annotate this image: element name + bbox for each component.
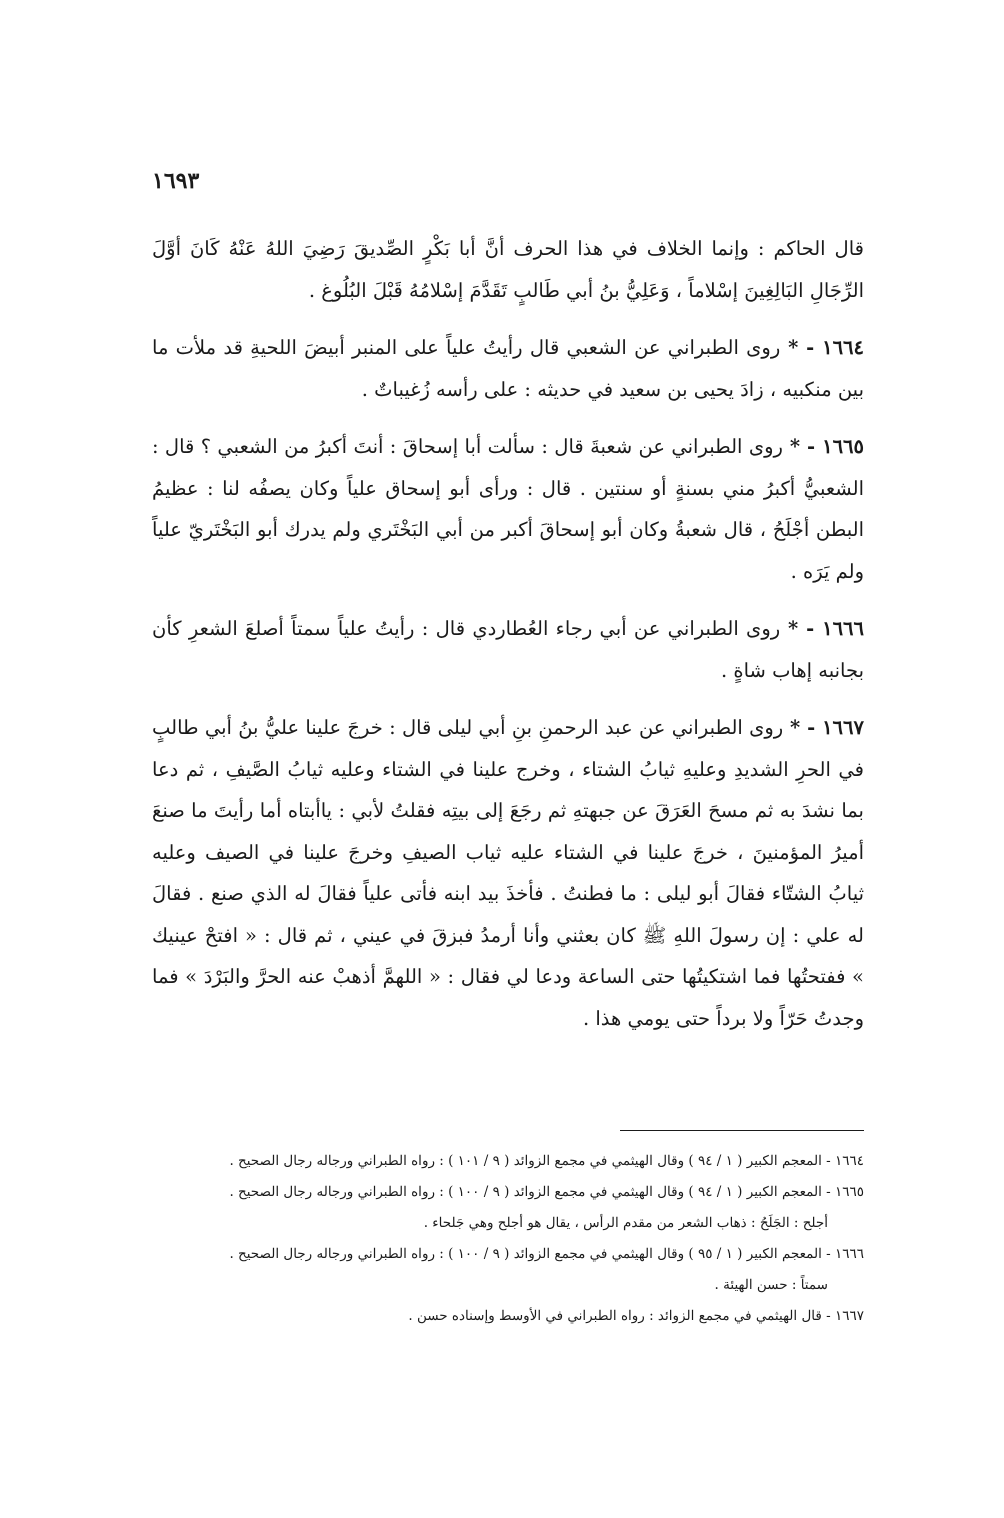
footnote-gloss-samtan: سمتاً : حسن الهيئة . xyxy=(714,1277,828,1293)
hadith-1664 xyxy=(152,327,864,410)
footnote-divider xyxy=(620,1130,864,1131)
footnote-1666: ١٦٦٦ - المعجم الكبير ( ١ / ٩٥ ) وقال الهيثمي في مجمع الزوائد ( ٩ / ١٠٠ ) : رواه الطبراني ورجاله رجال الصحيح . xyxy=(229,1246,864,1262)
page-number: ١٦٩٣ xyxy=(152,168,200,194)
footnote-1667: ١٦٦٧ - قال الهيثمي في مجمع الزوائد : رواه الطبراني في الأوسط وإسناده حسن . xyxy=(408,1308,864,1324)
footnote-1665: ١٦٦٥ - المعجم الكبير ( ١ / ٩٤ ) وقال الهيثمي في مجمع الزوائد ( ٩ / ١٠٠ ) : رواه الطبراني ورجاله رجال الصحيح . xyxy=(229,1184,864,1200)
hadith-number: ١٦٦٦ - * xyxy=(780,617,864,640)
hadith-number: ١٦٦٧ - * xyxy=(783,716,864,739)
hadith-1666 xyxy=(152,608,864,691)
footnotes xyxy=(152,1146,864,1332)
hadith-number: ١٦٦٤ - * xyxy=(780,336,864,359)
hadith-number: ١٦٦٥ - * xyxy=(782,435,864,458)
hadith-1667 xyxy=(152,707,864,1039)
hadith-text: روى الطبراني عن شعبةَ قال : سألت أبا إسحاقَ : أنتَ أكبرُ من الشعبي ؟ قال : الشعبيُّ أكبرُ مني بسنةٍ أو سنتين . قال : ورأى أبو إسحاق علياً وكان يصفُه لنا : عظيمُ البطن أجْلَحُ ، قال شعبةُ وكان أبو إسحاقَ أكبر من أبي البَخْتَري ولم يدرك أبو البَخْتَريّ علياً ولم يَرَه . xyxy=(152,435,864,583)
hadith-text: روى الطبراني عن الشعبي قال رأيتُ علياً على المنبر أبيضَ اللحيةِ قد ملأت ما بين منكبيه ، زادَ يحيى بن سعيد في حديثه : على رأسه زُغيباتٌ . xyxy=(152,336,864,401)
main-text xyxy=(152,228,864,1055)
footnote-gloss-ajlah: أجلح : الجَلَحُ : ذهاب الشعر من مقدم الرأس ، يقال هو أجلح وهي جَلحاء . xyxy=(423,1215,828,1231)
footnote-1664: ١٦٦٤ - المعجم الكبير ( ١ / ٩٤ ) وقال الهيثمي في مجمع الزوائد ( ٩ / ١٠١ ) : رواه الطبراني ورجاله رجال الصحيح . xyxy=(229,1153,864,1169)
paragraph-text: قال الحاكم : وإنما الخلاف في هذا الحرف أنَّ أبا بَكْرٍ الصِّديقَ رَضِيَ اللهُ عَنْهُ كَانَ أوَّلَ الرِّجَالِ البَالِغِينَ إسْلاماً ، وَعَلِيُّ بنُ أبي طَالبٍ تَقَدَّمَ إسْلامُهُ قَبْلَ البُلُوغ . xyxy=(152,237,864,302)
hadith-text: روى الطبراني عن عبد الرحمنِ بنِ أبي ليلى قال : خرجَ علينا عليُّ بنُ أبي طالبٍ في الحرِ الشديدِ وعليهِ ثيابُ الشتاء ، وخرج علينا في الشتاء وعليه ثيابُ الصَّيفِ ، ثم دعا بما نشدَ به ثم مسحَ العَرَقَ عن جبهتهِ ثم رجَعَ إلى بيتِه فقلتُ لأبي : ياأبتاه أما رأيتَ ما صنعَ أميرُ المؤمنينَ ، خرجَ علينا في الشتاء عليه ثياب الصيفِ وخرجَ علينا في الصيف وعليه ثيابُ الشتّاء فقالَ أبو ليلى : ما فطنتُ . فأخذَ بيد ابنه فأتى علياً فقالَ له الذي صنع . فقالَ له علي : إن رسولَ اللهِ ﷺ كان بعثني وأنا أرمدُ فبزقَ في عيني ، ثم قال : « افتحْ عينيك » ففتحتُها فما اشتكيتُها حتى الساعة ودعا لي فقال : « اللهمَّ أذهبْ عنه الحرَّ والبَرْدَ » فما وجدتُ حَرّاً ولا برداً حتى يومي هذا . xyxy=(152,716,864,1030)
paragraph-intro xyxy=(152,228,864,311)
hadith-text: روى الطبراني عن أبي رجاء العُطاردي قال : رأيتُ علياً سمتاً أصلعَ الشعرِ كأن بجانبه إهاب شاةٍ . xyxy=(152,617,864,682)
hadith-1665 xyxy=(152,426,864,592)
